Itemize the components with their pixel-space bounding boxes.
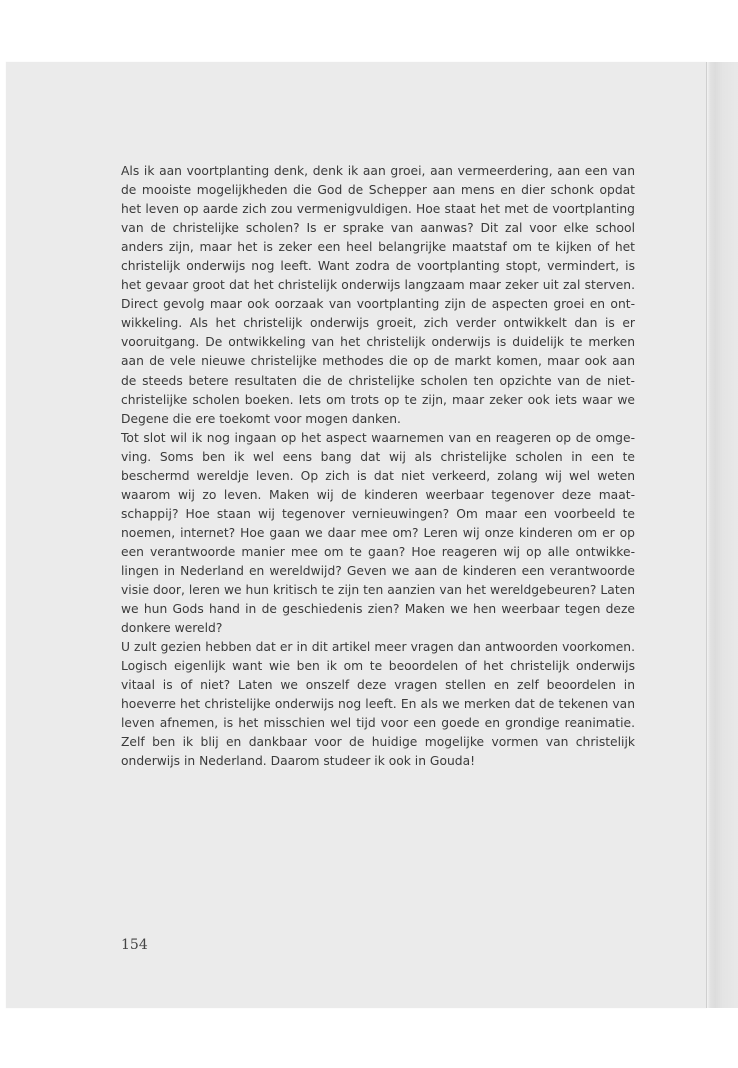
book-page-edge <box>706 62 738 1008</box>
paragraph-conclusie: U zult gezien hebben dat er in dit artikel meer vragen dan antwoorden voorkomen. Logisch eigenlijk want wie ben ik om te beoordelen of het christelijk onderwijs vitaal is of niet? Laten we onszelf deze vragen stellen en zelf beoordelen in hoeverre het christelijke onderwijs nog leeft. En als we merken dat de tekenen van leven afnemen, is het misschien wel tijd voor een goede en grondige reanimatie. Zelf ben ik blij en dankbaar voor de huidige mogelijke vormen van christelijk onderwijs in Nederland. Daarom studeer ik ook in Gouda! <box>121 640 635 769</box>
article-body <box>121 162 635 772</box>
page-number: 154 <box>121 937 148 953</box>
paragraph-voortplanting: Als ik aan voortplanting denk, denk ik aan groei, aan vermeerdering, aan een van de mooiste mogelijkheden die God de Schepper aan mens en dier schonk opdat het leven op aarde zich zou vermenigvuldigen. Hoe staat het met de voortplanting van de christelijke scholen? Is er sprake van aanwas? Dit zal voor elke school anders zijn, maar het is zeker een heel belangrijke maatstaf om te kijken of het christelijk onderwijs nog leeft. Want zodra de voortplanting stopt, vermindert, is het gevaar groot dat het christelijk onderwijs langzaam maar zeker uit zal sterven. Direct gevolg maar ook oorzaak van voortplanting zijn de aspecten groei en ontwikkeling. Als het christelijk onderwijs groeit, zich verder ontwikkelt dan is er vooruitgang. De ontwikkeling van het christelijk onderwijs is duidelijk te merken aan de vele nieuwe christelijke methodes die op de markt komen, maar ook aan de steeds betere resultaten die de christelijke scholen ten opzichte van de niet-christelijke scholen boeken. Iets om trots op te zijn, maar zeker ook iets waar we Degene die ere toekomt voor mogen danken. <box>121 164 635 426</box>
paragraph-omgeving: Tot slot wil ik nog ingaan op het aspect waarnemen van en reageren op de omgeving. Soms ben ik wel eens bang dat wij als christelijke scholen in een te beschermd wereldje leven. Op zich is dat niet verkeerd, zolang wij wel weten waarom wij zo leven. Maken wij de kinderen weerbaar tegenover deze maatschappij? Hoe staan wij tegenover vernieuwingen? Om maar een voorbeeld te noemen, internet? Hoe gaan we daar mee om? Leren wij onze kinderen om er op een verantwoorde manier mee om te gaan? Hoe reageren wij op alle ontwikkelingen in Nederland en wereldwijd? Geven we aan de kinderen een verantwoorde visie door, leren we hun kritisch te zijn ten aanzien van het wereldgebeuren? Laten we hun Gods hand in de geschiedenis zien? Maken we hen weerbaar tegen deze donkere wereld? <box>121 430 635 636</box>
